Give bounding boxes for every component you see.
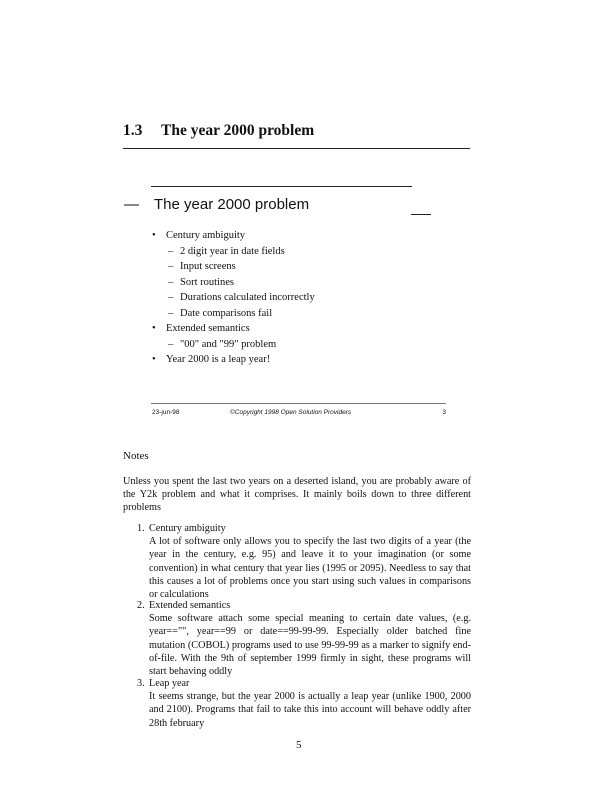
slide-bullet-list (152, 228, 315, 368)
bullet-item: • Century ambiguity (152, 230, 246, 241)
section-rule (123, 148, 470, 149)
notes-item-heading: Extended semantics (149, 600, 231, 611)
sub-bullet-item: – 2 digit year in date fields (168, 245, 285, 257)
notes-item-body: Some software attach some special meaning to certain date values, (e.g. year=="", year==99 or date==99-99-99. Especially older batched fine mutation (COBOL) programs used to use 99-99-99 as a marker to signify end-of-file. With the 9th of september 1999 firmly in sight, these programs will start behaving oddly (149, 613, 471, 678)
sub-bullet-item: – Input screens (168, 261, 236, 272)
section-heading (123, 122, 314, 140)
notes-item-body: It seems strange, but the year 2000 is actually a leap year (unlike 1900, 2000 and 2100). Programs that fail to take this into account will behave oddly after 28th february (149, 691, 471, 729)
slide-title-mark (411, 214, 431, 215)
notes-item-body: A lot of software only allows you to specify the last two digits of a year (the year in the century, e.g. 95) and leave it to your imagination (or some convention) in what century that year lies (1995 or 2095). Needless to say that this causes a lot of problems once you start using such values in comparisons or calculations (149, 536, 471, 601)
slide-footer-rule (151, 403, 446, 404)
notes-item (137, 677, 471, 730)
bullet-item: • Extended semantics (152, 323, 250, 334)
sub-bullet-item: – Sort routines (168, 276, 234, 288)
slide-footer-date: 23-jun-98 (152, 409, 180, 416)
section-title: The year 2000 problem (161, 122, 315, 139)
sub-bullet-item: – Durations calculated incorrectly (168, 292, 315, 303)
notes-item (137, 599, 471, 678)
slide-title-text: The year 2000 problem (154, 196, 310, 213)
sub-bullet-item: – "00" and "99" problem (168, 338, 277, 350)
notes-item-number: 1. (137, 523, 145, 534)
sub-bullet-item: – Date comparisons fail (168, 307, 273, 319)
page-number: 5 (296, 739, 302, 751)
slide-top-rule (151, 186, 412, 187)
notes-item-number: 2. (137, 600, 145, 611)
notes-item (137, 522, 471, 601)
notes-item-number: 3. (137, 678, 145, 689)
notes-heading: Notes (123, 450, 149, 462)
slide-footer-page: 3 (442, 409, 446, 416)
section-number: 1.3 (123, 122, 143, 139)
notes-item-heading: Leap year (149, 678, 190, 689)
bullet-item: • Year 2000 is a leap year! (152, 354, 271, 365)
notes-item-heading: Century ambiguity (149, 523, 226, 534)
slide-title (124, 196, 309, 213)
slide-footer-copyright: ©Copyright 1998 Open Solution Providers (230, 409, 352, 416)
slide-title-dash: — (124, 196, 139, 213)
notes-intro: Unless you spent the last two years on a deserted island, you are probably aware of the Y2k problem and what it comprises. It mainly boils down to three different problems (123, 476, 471, 514)
